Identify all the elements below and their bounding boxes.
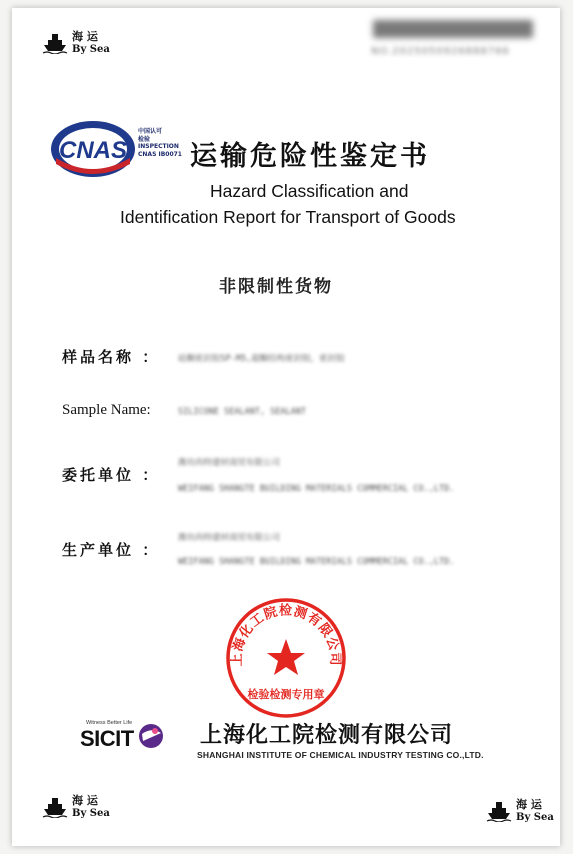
client-en-value: WEIFANG SHANGTE BUILDING MATERIALS COMMERCIAL CO.,LTD. <box>178 484 455 494</box>
cnas-line2: 检验 <box>138 135 151 143</box>
svg-text:检验检测专用章: 检验检测专用章 <box>247 688 325 701</box>
title-cn: 运输危险性鉴定书 <box>190 141 430 172</box>
manufacturer-en-value: WEIFANG SHANGTE BUILDING MATERIALS COMMERCIAL CO.,LTD. <box>178 557 455 567</box>
sample-name-cn-label: 样品名称 ： <box>62 348 161 366</box>
sicit-logo <box>80 720 166 752</box>
by-sea-badge-bottom-right <box>486 798 554 824</box>
cnas-line1: 中国认可 <box>138 128 163 135</box>
barcode <box>373 20 533 38</box>
sicit-tagline: Witness Better Life <box>86 720 133 726</box>
sample-name-en-value: SILICONE SEALANT, SEALANT <box>178 407 306 417</box>
by-sea-cn: 海 运 <box>72 794 98 807</box>
title-en-line2: Identification Report for Transport of Goods <box>120 207 456 227</box>
title-en-line1: Hazard Classification and <box>210 181 409 201</box>
cnas-line4: CNAS IB0071 <box>138 150 182 158</box>
svg-text:CNAS: CNAS <box>58 137 128 164</box>
by-sea-cn: 海 运 <box>72 30 98 43</box>
cnas-caption <box>138 128 182 158</box>
by-sea-en: By Sea <box>72 808 110 819</box>
ship-icon <box>486 800 512 822</box>
official-seal-stamp <box>223 595 349 721</box>
sicit-wordmark: SICIT <box>80 726 134 751</box>
institute-name-cn: 上海化工院检测有限公司 <box>200 723 454 748</box>
manufacturer-label: 生产单位 ： <box>62 541 161 559</box>
sicit-emblem-icon <box>136 721 166 751</box>
cnas-line3: INSPECTION <box>138 143 179 150</box>
by-sea-en: By Sea <box>72 44 110 55</box>
by-sea-badge-bottom-left <box>42 794 110 820</box>
ship-icon <box>42 32 68 54</box>
svg-text:上海化工院检测有限公司: 上海化工院检测有限公司 <box>229 603 343 667</box>
manufacturer-cn-value: 潍坊尚特建材商贸有限公司 <box>178 533 281 543</box>
client-label: 委托单位 ： <box>62 466 161 484</box>
ship-icon <box>42 796 68 818</box>
client-cn-value: 潍坊尚特建材商贸有限公司 <box>178 458 281 468</box>
by-sea-en: By Sea <box>516 812 554 823</box>
cargo-classification: 非限制性货物 <box>219 277 333 297</box>
by-sea-badge-top-left <box>42 30 110 56</box>
report-number: NO.2025050926888766 <box>371 46 510 57</box>
sample-name-en-label: Sample Name: <box>62 402 151 418</box>
institute-name-en: SHANGHAI INSTITUTE OF CHEMICAL INDUSTRY TESTING CO.,LTD. <box>197 750 484 760</box>
sample-name-cn-value: 硅酮密封胶SP-M5,超酮结构密封胶，密封胶 <box>178 354 345 364</box>
by-sea-cn: 海 运 <box>516 798 542 811</box>
report-number-area <box>365 20 540 57</box>
